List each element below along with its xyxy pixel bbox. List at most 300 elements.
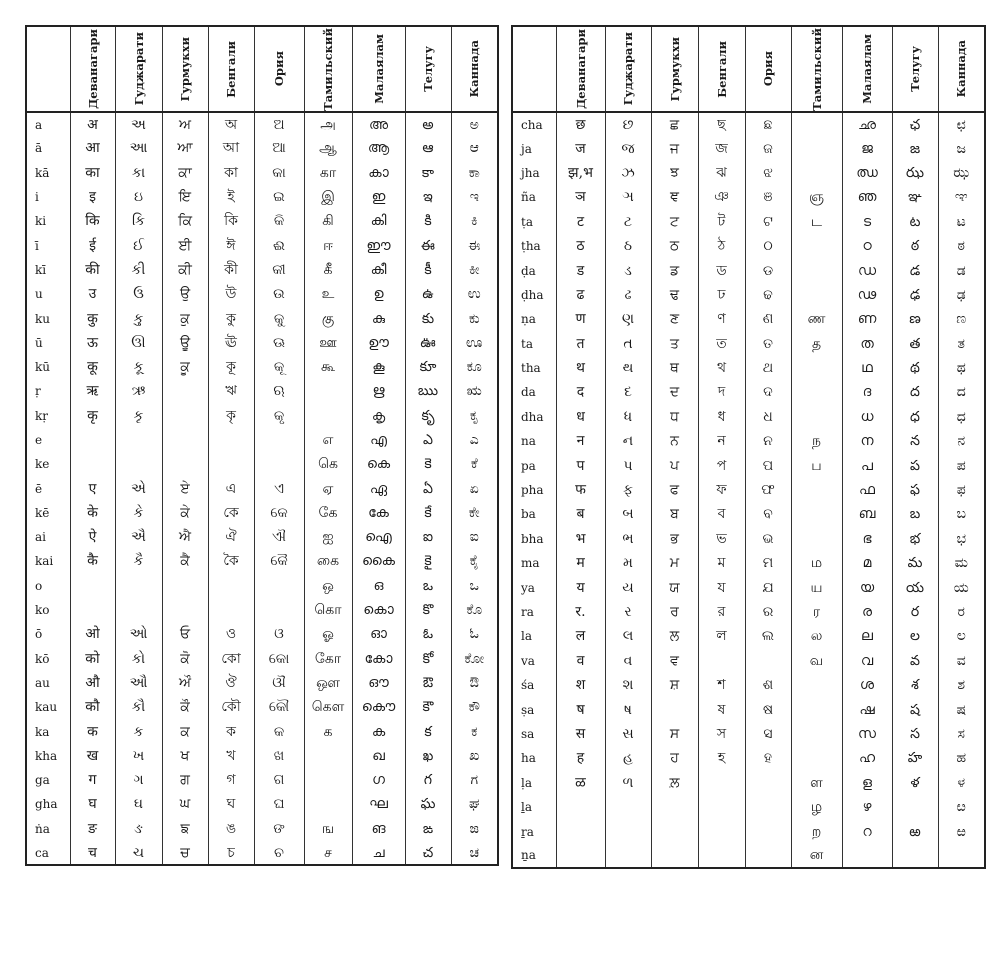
table-cell: కూ	[405, 355, 451, 379]
table-cell	[651, 844, 698, 868]
table-cell	[70, 598, 115, 622]
header-gujarati: Гуджарати	[605, 26, 651, 112]
table-cell: ਕੁ	[162, 306, 208, 330]
table-cell: വ	[842, 649, 892, 673]
table-cell: ಕು	[451, 306, 498, 330]
table-cell: ಜ	[938, 136, 985, 160]
table-cell	[745, 649, 791, 673]
table-cell: ঔ	[208, 671, 254, 695]
table-cell: ய	[791, 575, 842, 599]
table-cell: कू	[70, 355, 115, 379]
table-row	[512, 356, 985, 380]
row-label: ṅa	[26, 817, 70, 841]
table-cell: કૈ	[115, 549, 162, 573]
row-label: ra	[512, 600, 556, 624]
table-cell: ಮ	[938, 551, 985, 575]
table-cell: ओ	[70, 622, 115, 646]
table-cell: ਸ	[651, 722, 698, 746]
table-cell: उ	[70, 282, 115, 306]
table-cell: কৃ	[208, 404, 254, 428]
table-cell: ऐ	[70, 525, 115, 549]
table-cell: ব	[698, 502, 745, 526]
row-label: ū	[26, 331, 70, 355]
row-label: ka	[26, 719, 70, 743]
table-cell: কৈ	[208, 549, 254, 573]
table-cell: ഗ	[352, 768, 405, 792]
table-cell: ઇ	[115, 185, 162, 209]
row-label: śa	[512, 673, 556, 697]
header-gurmukhi: Гурмукхи	[162, 26, 208, 112]
table-cell	[70, 428, 115, 452]
table-cell: ਰ	[651, 600, 698, 624]
table-cell: ধ	[698, 405, 745, 429]
table-cell: ಕೃ	[451, 404, 498, 428]
table-cell: ट	[556, 210, 605, 234]
table-row	[512, 258, 985, 282]
table-cell	[791, 405, 842, 429]
table-cell: ਜ	[651, 136, 698, 160]
table-row	[26, 525, 498, 549]
table-row	[26, 112, 498, 136]
table-cell: ಆ	[451, 136, 498, 160]
table-cell: ള	[842, 771, 892, 795]
table-cell: प	[556, 453, 605, 477]
table-cell: ঘ	[208, 792, 254, 816]
table-cell: ഉ	[352, 282, 405, 306]
table-cell: ଲ	[745, 624, 791, 648]
table-cell: ತ	[938, 332, 985, 356]
table-cell: କି	[254, 209, 304, 233]
table-cell: ਕੂ	[162, 355, 208, 379]
table-row	[512, 429, 985, 453]
table-cell: ఖ	[405, 744, 451, 768]
table-cell: ऋ	[70, 379, 115, 403]
table-cell: ଜ	[745, 136, 791, 160]
table-cell: అ	[405, 112, 451, 136]
table-row	[512, 649, 985, 673]
table-row	[512, 161, 985, 185]
table-cell: ఏ	[405, 476, 451, 500]
table-cell: কৌ	[208, 695, 254, 719]
table-cell: ञ	[556, 185, 605, 209]
table-cell: ଠ	[745, 234, 791, 258]
table-cell: જ	[605, 136, 651, 160]
table-cell: ಕೇ	[451, 501, 498, 525]
table-cell: छ	[556, 112, 605, 136]
table-cell: జ	[892, 136, 938, 160]
table-cell: ପ	[745, 453, 791, 477]
table-cell: ચ	[115, 841, 162, 865]
table-cell	[791, 136, 842, 160]
table-row	[26, 233, 498, 257]
table-cell: গ	[208, 768, 254, 792]
table-cell: કૂ	[115, 355, 162, 379]
table-cell: ధ	[892, 405, 938, 429]
table-cell	[651, 697, 698, 721]
table-cell: द	[556, 380, 605, 404]
table-cell: கி	[304, 209, 352, 233]
table-cell: ಎ	[451, 428, 498, 452]
table-row	[26, 452, 498, 476]
table-cell: ಓ	[451, 622, 498, 646]
table-cell: ਬ	[651, 502, 698, 526]
row-label: ḍa	[512, 258, 556, 282]
row-label: kā	[26, 161, 70, 185]
table-cell: ಋ	[451, 379, 498, 403]
row-label: e	[26, 428, 70, 452]
script-table-right	[511, 25, 986, 869]
table-cell: ङ	[70, 817, 115, 841]
table-cell: ঝ	[698, 161, 745, 185]
table-cell: ഐ	[352, 525, 405, 549]
table-cell: ઊ	[115, 331, 162, 355]
table-cell: झ,भ	[556, 161, 605, 185]
table-cell: ण	[556, 307, 605, 331]
table-cell	[791, 673, 842, 697]
table-cell: కా	[405, 161, 451, 185]
table-cell: ਲ਼	[651, 771, 698, 795]
table-cell: ഫ	[842, 478, 892, 502]
table-cell: स	[556, 722, 605, 746]
table-cell: കൊ	[352, 598, 405, 622]
table-cell	[115, 452, 162, 476]
header-oriya: Ория	[745, 26, 791, 112]
table-cell: ଘ	[254, 792, 304, 816]
table-cell: ஆ	[304, 136, 352, 160]
table-cell: વ	[605, 649, 651, 673]
table-cell: ಏ	[451, 476, 498, 500]
table-row	[26, 598, 498, 622]
header-telugu: Телугу	[405, 26, 451, 112]
table-cell: ಕೋ	[451, 647, 498, 671]
row-label: kau	[26, 695, 70, 719]
table-cell: কা	[208, 161, 254, 185]
table-cell: କୁ	[254, 306, 304, 330]
table-cell: ਹ	[651, 746, 698, 770]
table-cell: ષ	[605, 697, 651, 721]
table-cell: కీ	[405, 258, 451, 282]
table-cell: কী	[208, 258, 254, 282]
table-cell: ష	[892, 697, 938, 721]
table-cell: ઉ	[115, 282, 162, 306]
table-cell: কি	[208, 209, 254, 233]
table-cell: ଷ	[745, 697, 791, 721]
table-cell: ট	[698, 210, 745, 234]
table-cell: కే	[405, 501, 451, 525]
table-cell: ம	[791, 551, 842, 575]
table-cell: ਪ	[651, 453, 698, 477]
table-cell	[208, 452, 254, 476]
table-cell: કિ	[115, 209, 162, 233]
table-cell: കോ	[352, 647, 405, 671]
table-cell: ସ	[745, 722, 791, 746]
table-cell: ਞ	[651, 185, 698, 209]
table-cell: ன	[791, 844, 842, 868]
table-cell: ঊ	[208, 331, 254, 355]
table-cell: कु	[70, 306, 115, 330]
table-cell: મ	[605, 551, 651, 575]
table-cell: କୀ	[254, 258, 304, 282]
row-label: va	[512, 649, 556, 673]
table-cell: ਅ	[162, 112, 208, 136]
table-cell: ଔ	[254, 671, 304, 695]
table-cell: ళ	[892, 771, 938, 795]
table-cell: র	[698, 600, 745, 624]
table-cell: कै	[70, 549, 115, 573]
header-kannada: Каннада	[451, 26, 498, 112]
table-cell: ମ	[745, 551, 791, 575]
table-cell: ગ	[115, 768, 162, 792]
table-cell: കാ	[352, 161, 405, 185]
table-cell: ಢ	[938, 283, 985, 307]
table-cell: ദ	[842, 380, 892, 404]
table-cell: കൌ	[352, 695, 405, 719]
table-cell: ಹ	[938, 746, 985, 770]
header-bengali: Бенгали	[208, 26, 254, 112]
table-cell	[791, 112, 842, 136]
table-cell: ആ	[352, 136, 405, 160]
table-cell: କେ	[254, 501, 304, 525]
table-cell: ಟ	[938, 210, 985, 234]
table-cell: கெ	[304, 452, 352, 476]
table-cell: ഖ	[352, 744, 405, 768]
table-cell: કો	[115, 647, 162, 671]
table-cell	[791, 478, 842, 502]
table-cell: ଶ	[745, 673, 791, 697]
table-cell: ખ	[115, 744, 162, 768]
table-cell: எ	[304, 428, 352, 452]
table-cell: ಕೌ	[451, 695, 498, 719]
table-cell: వ	[892, 649, 938, 673]
table-cell: ବ	[745, 502, 791, 526]
table-cell	[791, 258, 842, 282]
table-cell: ठ	[556, 234, 605, 258]
table-cell	[745, 819, 791, 843]
table-cell: अ	[70, 112, 115, 136]
table-cell: ಕೈ	[451, 549, 498, 573]
table-cell: फ	[556, 478, 605, 502]
table-cell: ঈ	[208, 233, 254, 257]
table-cell: ણ	[605, 307, 651, 331]
table-row	[26, 719, 498, 743]
row-label: pha	[512, 478, 556, 502]
row-label: na	[512, 429, 556, 453]
table-cell: ಕೆ	[451, 452, 498, 476]
table-cell: ए	[70, 476, 115, 500]
row-label: ḷa	[512, 771, 556, 795]
row-label: kū	[26, 355, 70, 379]
table-cell: ઋ	[115, 379, 162, 403]
table-cell	[698, 771, 745, 795]
table-cell: ച	[352, 841, 405, 865]
table-row	[512, 746, 985, 770]
table-row	[512, 210, 985, 234]
row-label: ya	[512, 575, 556, 599]
table-cell: ಛ	[938, 112, 985, 136]
table-body-left	[26, 112, 498, 865]
row-label: ki	[26, 209, 70, 233]
table-cell: ಈ	[451, 233, 498, 257]
table-cell: પ	[605, 453, 651, 477]
table-cell: শ	[698, 673, 745, 697]
table-cell: ଋ	[254, 379, 304, 403]
row-label: au	[26, 671, 70, 695]
row-label: ḻa	[512, 795, 556, 819]
table-cell: ତ	[745, 332, 791, 356]
header-malayalam: Малаялам	[842, 26, 892, 112]
row-label: ṣa	[512, 697, 556, 721]
table-cell: ਣ	[651, 307, 698, 331]
table-cell: ഢ	[842, 283, 892, 307]
table-cell: എ	[352, 428, 405, 452]
row-label: ma	[512, 551, 556, 575]
table-cell: ந	[791, 429, 842, 453]
table-cell: ఝ	[892, 161, 938, 185]
table-cell: ਛ	[651, 112, 698, 136]
table-cell: थ	[556, 356, 605, 380]
table-row	[512, 527, 985, 551]
table-cell: ଞ	[745, 185, 791, 209]
table-cell: கூ	[304, 355, 352, 379]
table-row	[26, 355, 498, 379]
table-cell: ಭ	[938, 527, 985, 551]
table-row	[512, 575, 985, 599]
table-cell: औ	[70, 671, 115, 695]
table-cell: ਟ	[651, 210, 698, 234]
table-cell: ಱ	[938, 819, 985, 843]
table-cell	[745, 795, 791, 819]
table-cell	[842, 844, 892, 868]
table-cell: ফ	[698, 478, 745, 502]
table-cell: ಘ	[451, 792, 498, 816]
table-cell	[304, 768, 352, 792]
row-label: ṇa	[512, 307, 556, 331]
table-row	[512, 551, 985, 575]
table-cell	[791, 234, 842, 258]
row-label: kē	[26, 501, 70, 525]
table-cell	[162, 404, 208, 428]
row-label: la	[512, 624, 556, 648]
table-cell: ঠ	[698, 234, 745, 258]
table-cell: ப	[791, 453, 842, 477]
table-cell: ਕ	[162, 719, 208, 743]
table-cell: ഘ	[352, 792, 405, 816]
row-label: da	[512, 380, 556, 404]
row-label: ca	[26, 841, 70, 865]
table-cell: ઢ	[605, 283, 651, 307]
table-cell: ડ	[605, 258, 651, 282]
table-cell: ত	[698, 332, 745, 356]
header-empty	[26, 26, 70, 112]
table-cell: ऊ	[70, 331, 115, 355]
table-cell: ಇ	[451, 185, 498, 209]
table-cell: ಳ	[938, 771, 985, 795]
table-cell: ਯ	[651, 575, 698, 599]
script-table-left	[25, 25, 499, 866]
table-row	[26, 695, 498, 719]
table-cell: হ	[698, 746, 745, 770]
table-row	[512, 332, 985, 356]
table-cell: କା	[254, 161, 304, 185]
table-cell: ष	[556, 697, 605, 721]
row-label: dha	[512, 405, 556, 429]
table-cell: ಣ	[938, 307, 985, 331]
table-cell: ঢ	[698, 283, 745, 307]
table-cell: ਲ	[651, 624, 698, 648]
table-cell: ਮ	[651, 551, 698, 575]
table-cell: ಕೀ	[451, 258, 498, 282]
table-cell: ન	[605, 429, 651, 453]
table-cell: କୈ	[254, 549, 304, 573]
table-cell: മ	[842, 551, 892, 575]
table-cell: ಞ	[938, 185, 985, 209]
table-cell: കീ	[352, 258, 405, 282]
table-cell: ಚ	[451, 841, 498, 865]
row-label: ē	[26, 476, 70, 500]
header-row	[512, 26, 985, 112]
table-cell	[892, 844, 938, 868]
table-cell: न	[556, 429, 605, 453]
table-cell: ಠ	[938, 234, 985, 258]
table-cell: कृ	[70, 404, 115, 428]
table-cell: ಕೊ	[451, 598, 498, 622]
table-cell: ই	[208, 185, 254, 209]
table-cell	[556, 795, 605, 819]
table-cell: கு	[304, 306, 352, 330]
table-cell: ದ	[938, 380, 985, 404]
table-cell: ઈ	[115, 233, 162, 257]
table-row	[512, 722, 985, 746]
table-cell: ণ	[698, 307, 745, 331]
table-cell: ഔ	[352, 671, 405, 695]
table-cell: கே	[304, 501, 352, 525]
table-cell: ச	[304, 841, 352, 865]
table-cell: କୋ	[254, 647, 304, 671]
table-cell: ষ	[698, 697, 745, 721]
table-cell: ਫ	[651, 478, 698, 502]
table-cell: യ	[842, 575, 892, 599]
header-gujarati: Гуджарати	[115, 26, 162, 112]
table-cell: ஊ	[304, 331, 352, 355]
table-cell: ਊ	[162, 331, 208, 355]
row-label: gha	[26, 792, 70, 816]
table-cell: ल	[556, 624, 605, 648]
table-cell: ಕ	[451, 719, 498, 743]
table-cell: હ	[605, 746, 651, 770]
table-row	[512, 502, 985, 526]
table-cell: കി	[352, 209, 405, 233]
row-label: ga	[26, 768, 70, 792]
header-telugu: Телугу	[892, 26, 938, 112]
table-row	[512, 136, 985, 160]
table-cell	[70, 452, 115, 476]
table-cell: പ	[842, 453, 892, 477]
table-cell: ভ	[698, 527, 745, 551]
table-cell: कौ	[70, 695, 115, 719]
table-cell	[698, 795, 745, 819]
table-cell	[938, 844, 985, 868]
table-cell	[556, 819, 605, 843]
row-label: kṛ	[26, 404, 70, 428]
table-row	[26, 161, 498, 185]
table-cell: કુ	[115, 306, 162, 330]
table-cell: ற	[791, 819, 842, 843]
table-cell: கா	[304, 161, 352, 185]
table-cell: ଏ	[254, 476, 304, 500]
table-cell: କୂ	[254, 355, 304, 379]
table-cell: కొ	[405, 598, 451, 622]
table-row	[512, 112, 985, 136]
